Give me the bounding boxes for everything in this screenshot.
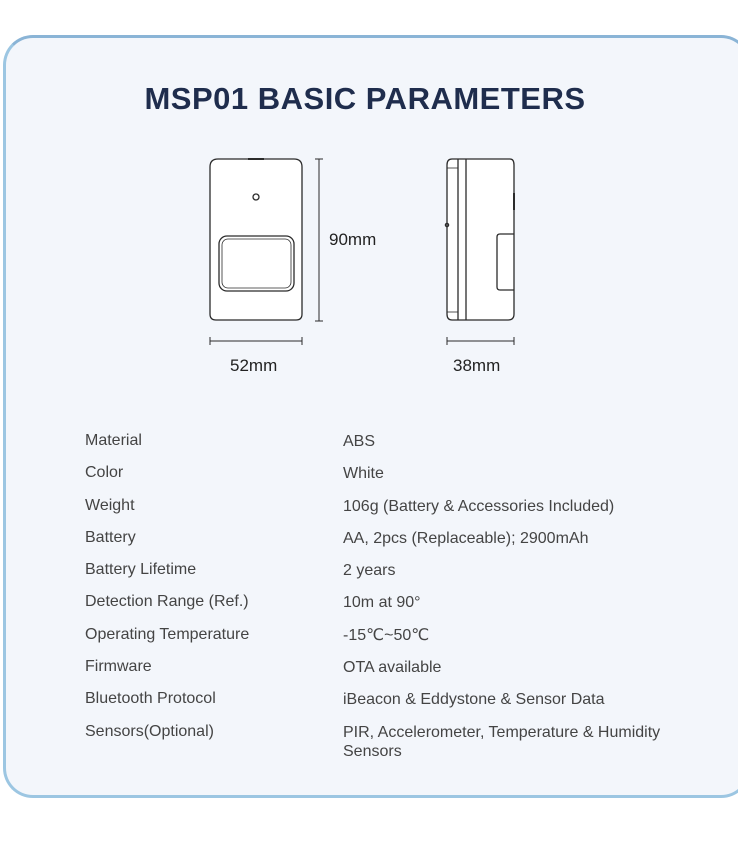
spec-row-detection-range — [85, 593, 725, 625]
spec-row-sensors — [85, 722, 725, 760]
spec-name: Sensors(Optional) — [85, 722, 214, 740]
spec-name: Bluetooth Protocol — [85, 690, 216, 708]
side-width-dimension — [447, 337, 514, 345]
spec-name: Weight — [85, 496, 135, 514]
spec-value: -15℃~50℃ — [343, 626, 430, 644]
spec-value: OTA available — [343, 659, 442, 677]
spec-name: Color — [85, 464, 124, 482]
device-drawing — [0, 150, 738, 390]
spec-name: Material — [85, 432, 142, 449]
spec-row-battery — [85, 529, 725, 561]
spec-value: White — [343, 465, 384, 483]
spec-value: AA, 2pcs (Replaceable); 2900mAh — [343, 529, 589, 547]
height-dimension — [315, 159, 323, 321]
height-label: 90mm — [329, 230, 377, 249]
spec-row-firmware — [85, 658, 725, 690]
spec-value: 10m at 90° — [343, 594, 421, 612]
front-width-label: 52mm — [230, 356, 278, 375]
spec-name: Operating Temperature — [85, 625, 250, 643]
spec-value: 2 years — [343, 562, 396, 580]
spec-row-weight — [85, 497, 725, 529]
spec-row-material — [85, 432, 725, 464]
spec-row-color — [85, 464, 725, 496]
page-title: MSP01 BASIC PARAMETERS — [144, 81, 586, 116]
spec-name: Firmware — [85, 658, 152, 676]
spec-value: iBeacon & Eddystone & Sensor Data — [343, 691, 605, 709]
spec-row-operating-temperature — [85, 626, 725, 658]
spec-value: PIR, Accelerometer, Temperature & Humidity Sensors — [343, 723, 661, 760]
spec-name: Battery — [85, 528, 136, 546]
front-width-dimension — [210, 337, 302, 345]
spec-value: 106g (Battery & Accessories Included) — [343, 497, 615, 515]
dimension-diagram — [0, 150, 738, 390]
spec-row-bluetooth-protocol — [85, 690, 725, 722]
spec-table — [85, 432, 725, 760]
spec-name: Detection Range (Ref.) — [85, 593, 249, 611]
spec-value: ABS — [343, 433, 376, 450]
spec-name: Battery Lifetime — [85, 561, 197, 579]
spec-row-battery-lifetime — [85, 561, 725, 593]
side-view — [445, 159, 514, 320]
side-width-label: 38mm — [453, 356, 501, 375]
front-view — [210, 159, 302, 320]
